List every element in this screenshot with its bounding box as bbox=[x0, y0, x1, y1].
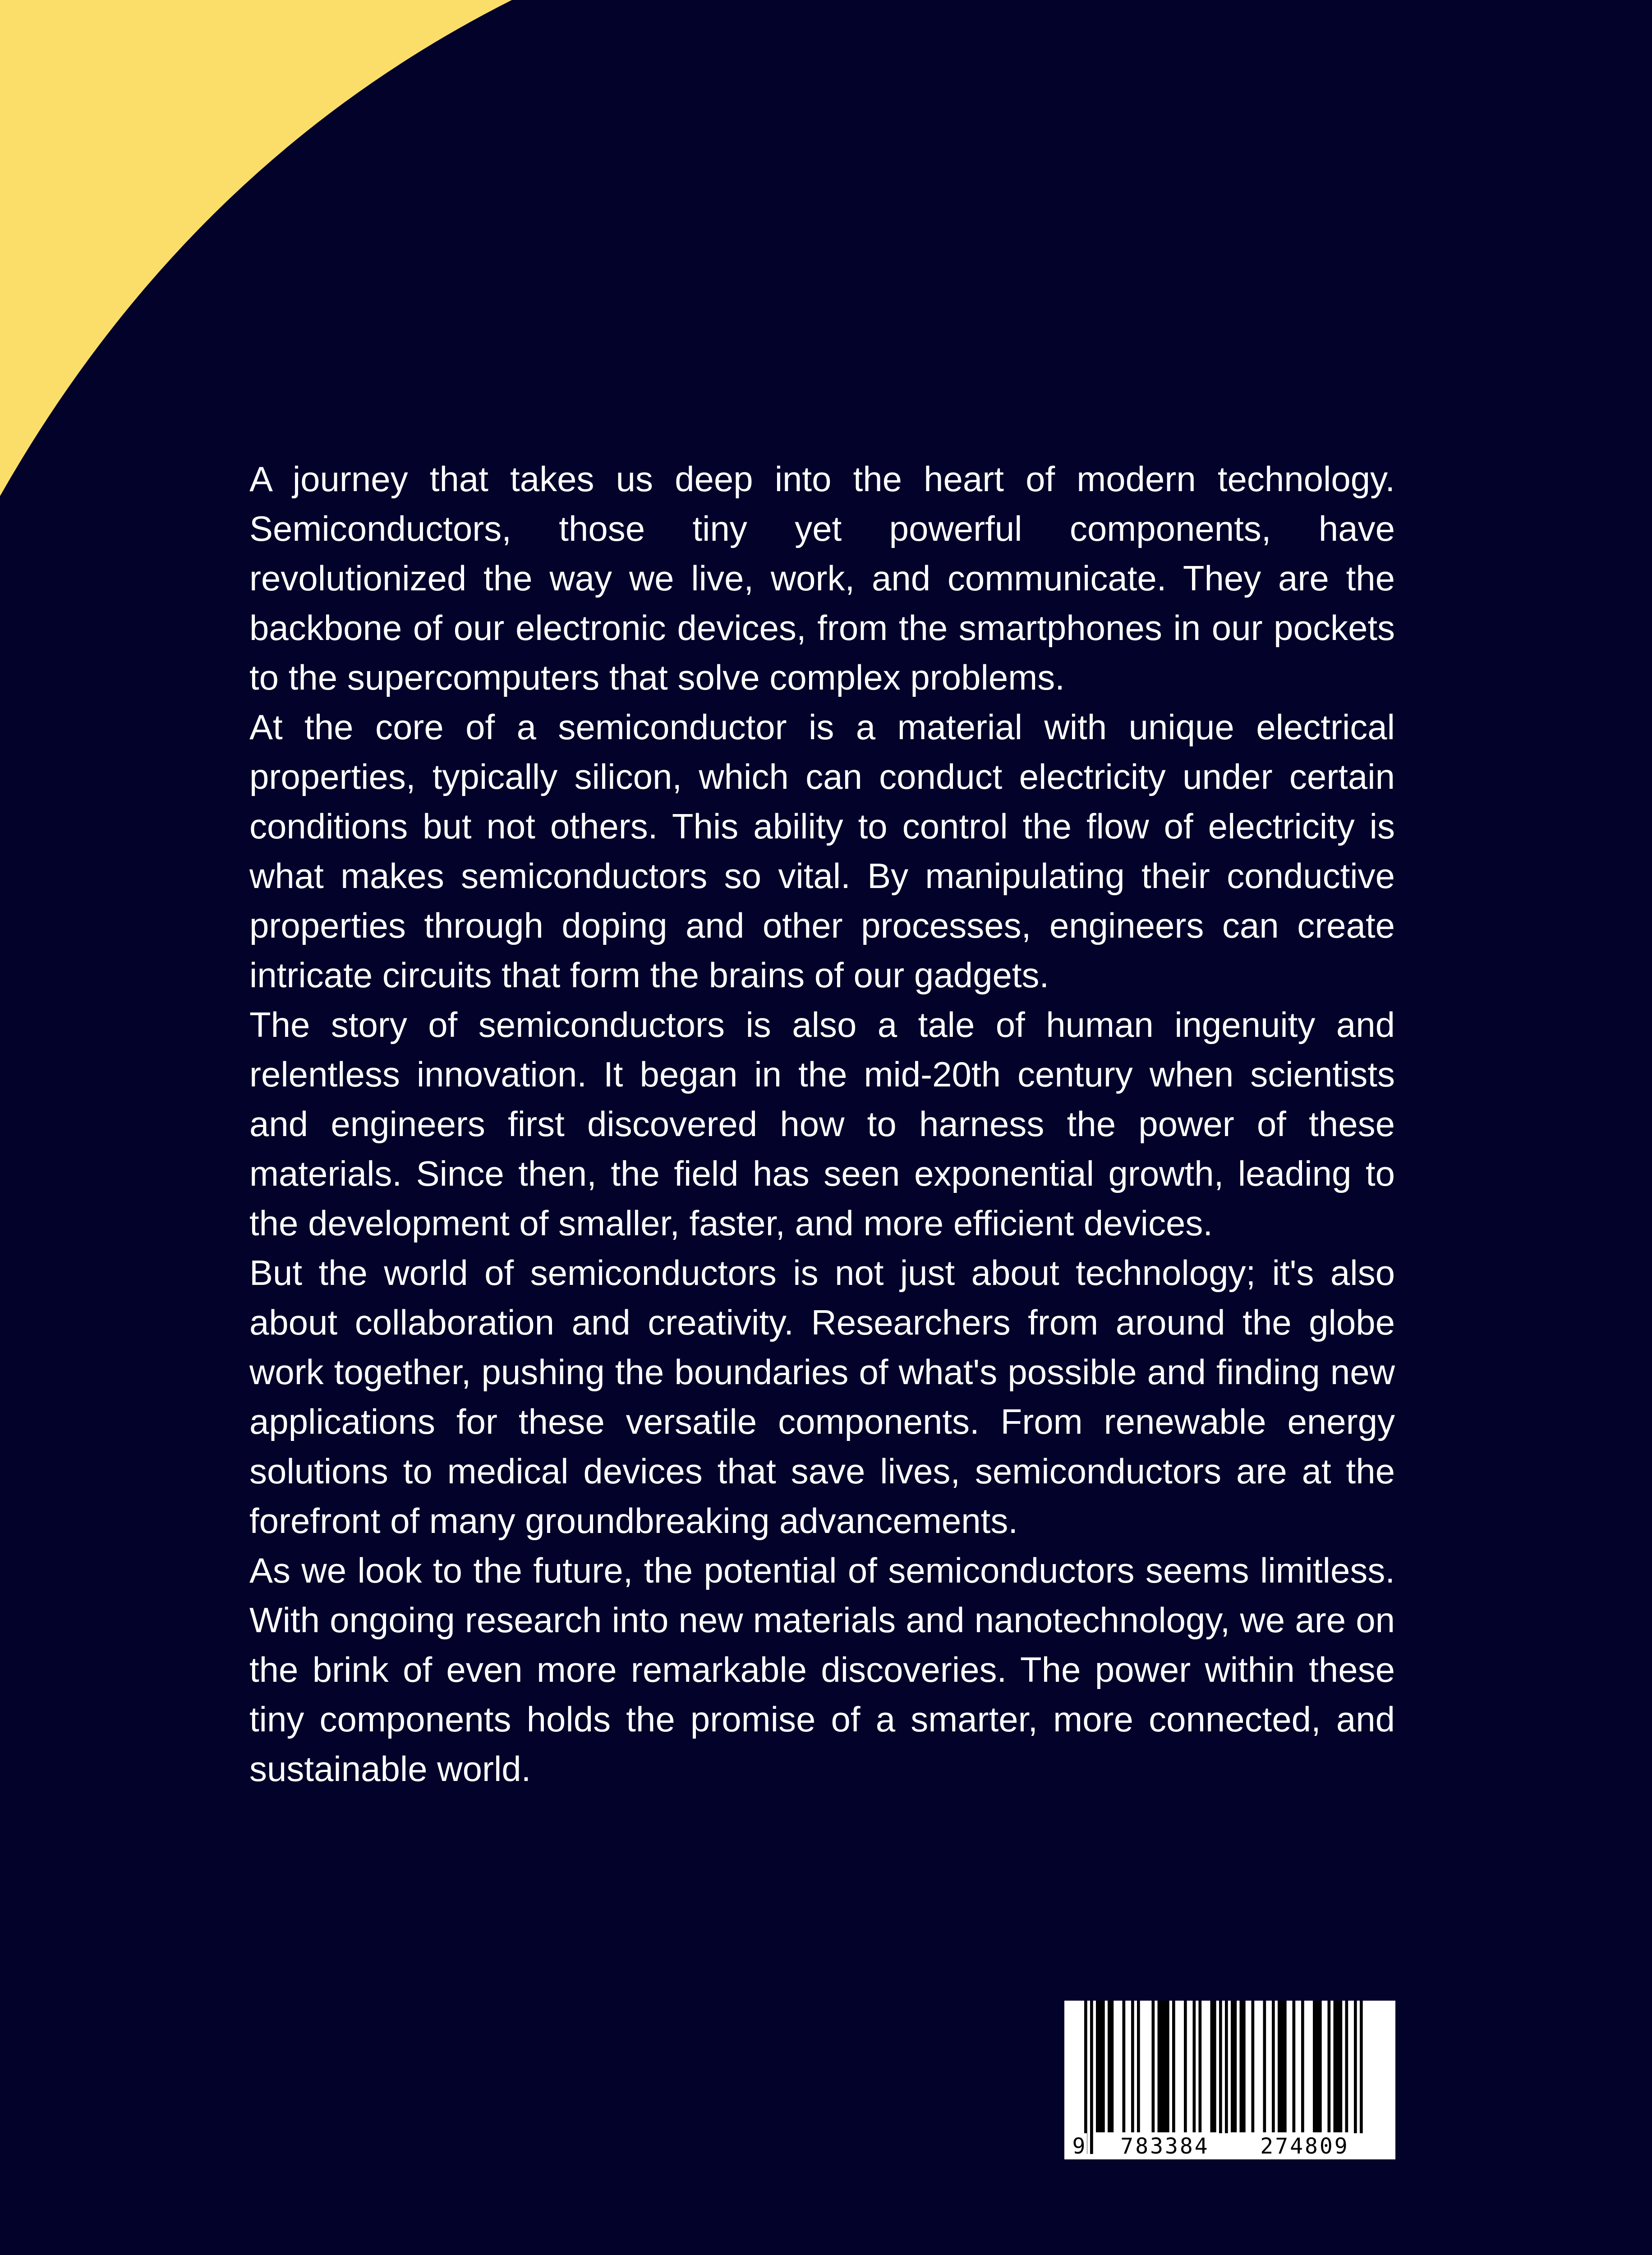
barcode-bar-41 bbox=[1339, 2001, 1343, 2132]
barcode-bar-11 bbox=[1158, 2001, 1161, 2132]
barcode-bar-0 bbox=[1084, 2001, 1087, 2154]
barcode-bar-27 bbox=[1252, 2001, 1255, 2132]
barcode-bar-43 bbox=[1354, 2001, 1357, 2154]
barcode-bar-2 bbox=[1096, 2001, 1099, 2132]
barcode-bar-17 bbox=[1193, 2001, 1196, 2132]
barcode-bar-15 bbox=[1172, 2001, 1175, 2132]
blurb-paragraph-3: The story of semiconductors is also a tale of human ingenuity and relentless innovation. It began in the mid-20th century when scientists and engineers first discovered how to harness the power of these materials. Since then, the field has seen exponential growth, leading to the development of smaller, faster, and more efficient devices. bbox=[249, 1005, 1395, 1243]
barcode-bar-36 bbox=[1316, 2001, 1319, 2132]
barcode-bar-14 bbox=[1166, 2001, 1169, 2132]
barcode-bar-39 bbox=[1334, 2001, 1337, 2132]
isbn-barcode bbox=[1064, 2001, 1395, 2159]
barcode-bar-31 bbox=[1281, 2001, 1284, 2132]
barcode-bar-16 bbox=[1184, 2001, 1187, 2132]
blurb-paragraph-4: But the world of semiconductors is not just about technology; it's also about collaboration and creativity. Researchers from around the globe work together, pushing the boundaries of what's possible and finding new applications for these versatile components. From renewable energy solutions to medical devices that save lives, semiconductors are at the forefront of many groundbreaking advancements. bbox=[249, 1253, 1395, 1541]
barcode-bar-3 bbox=[1099, 2001, 1102, 2132]
barcode-left-digits: 783384 bbox=[1101, 2133, 1229, 2159]
barcode-bar-37 bbox=[1319, 2001, 1322, 2132]
barcode-bar-8 bbox=[1131, 2001, 1134, 2132]
back-cover-blurb bbox=[249, 454, 1395, 1794]
barcode-bar-40 bbox=[1336, 2001, 1339, 2132]
barcode-bar-18 bbox=[1199, 2001, 1202, 2132]
barcode-bar-5 bbox=[1108, 2001, 1111, 2132]
barcode-bar-28 bbox=[1263, 2001, 1266, 2132]
barcode-bar-33 bbox=[1293, 2001, 1296, 2132]
barcode-bar-13 bbox=[1164, 2001, 1167, 2132]
barcode-bar-35 bbox=[1313, 2001, 1316, 2132]
barcode-bar-6 bbox=[1111, 2001, 1114, 2132]
barcode-bar-29 bbox=[1272, 2001, 1275, 2132]
barcode-bar-21 bbox=[1219, 2001, 1222, 2154]
barcode-bar-7 bbox=[1123, 2001, 1126, 2132]
barcode-bar-1 bbox=[1090, 2001, 1093, 2154]
blurb-paragraph-5: As we look to the future, the potential of semiconductors seems limitless. With ongoing research into new materials and nanotechnology, we are on the brink of even more remarkable discoveries. The power within these tiny components holds the promise of a smarter, more connected, and sustainable world. bbox=[249, 1551, 1395, 1789]
barcode-bar-26 bbox=[1242, 2001, 1246, 2132]
barcode-bar-32 bbox=[1284, 2001, 1287, 2132]
barcode-bar-23 bbox=[1231, 2001, 1234, 2132]
barcode-bar-24 bbox=[1234, 2001, 1237, 2132]
barcode-lead-digit: 9 bbox=[1071, 2133, 1087, 2159]
barcode-bar-42 bbox=[1345, 2001, 1348, 2132]
blurb-paragraph-1: A journey that takes us deep into the heart of modern technology. Semiconductors, those tiny yet powerful components, have revolutionized the way we live, work, and communicate. They are the backbone of our electronic devices, from the smartphones in our pockets to the supercomputers that solve complex problems. bbox=[249, 459, 1395, 697]
barcode-bar-38 bbox=[1328, 2001, 1331, 2132]
barcode-bar-30 bbox=[1278, 2001, 1281, 2132]
barcode-bar-34 bbox=[1301, 2001, 1304, 2132]
barcode-bar-12 bbox=[1160, 2001, 1164, 2132]
blurb-paragraph-2: At the core of a semiconductor is a material with unique electrical properties, typically silicon, which can conduct electricity under certain conditions but not others. This ability to control the flow of electricity is what makes semiconductors so vital. By manipulating their conductive properties through doping and other processes, engineers can create intricate circuits that form the brains of our gadgets. bbox=[249, 707, 1395, 995]
barcode-bar-22 bbox=[1225, 2001, 1228, 2154]
barcode-bar-4 bbox=[1102, 2001, 1105, 2132]
barcode-bar-9 bbox=[1137, 2001, 1140, 2132]
barcode-bar-10 bbox=[1152, 2001, 1155, 2132]
barcode-bar-44 bbox=[1360, 2001, 1363, 2154]
barcode-bar-19 bbox=[1210, 2001, 1214, 2132]
barcode-right-digits: 274809 bbox=[1241, 2133, 1368, 2159]
barcode-bar-20 bbox=[1213, 2001, 1216, 2132]
barcode-bar-25 bbox=[1240, 2001, 1243, 2132]
